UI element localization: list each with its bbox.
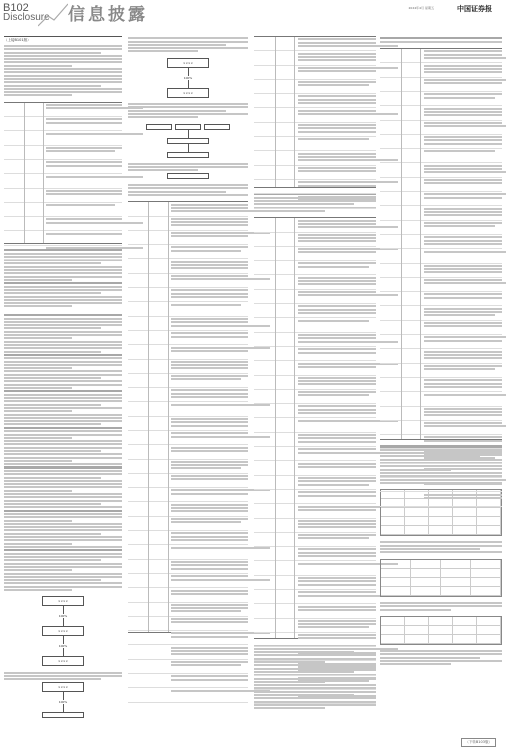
text-line bbox=[4, 539, 122, 541]
text-line bbox=[4, 331, 122, 333]
text-line bbox=[128, 194, 248, 196]
text-line bbox=[4, 374, 122, 376]
text-line bbox=[128, 44, 226, 46]
text-line bbox=[128, 50, 198, 52]
text-line bbox=[4, 559, 101, 561]
continued-note: （上接B101版） bbox=[4, 36, 122, 43]
text-line bbox=[380, 657, 480, 659]
text-line bbox=[4, 573, 122, 575]
text-line bbox=[4, 430, 122, 432]
text-line bbox=[4, 380, 122, 382]
text-line bbox=[4, 576, 122, 578]
data-table bbox=[4, 102, 122, 244]
text-line bbox=[4, 296, 122, 298]
text-line bbox=[4, 384, 122, 386]
text-line bbox=[128, 47, 248, 49]
text-line bbox=[380, 605, 502, 607]
text-line bbox=[4, 486, 122, 488]
text-line bbox=[4, 582, 122, 584]
text-line bbox=[4, 370, 122, 372]
column-4 bbox=[380, 36, 502, 742]
flow-box bbox=[42, 712, 84, 718]
text-line bbox=[4, 453, 122, 455]
text-line bbox=[254, 210, 325, 212]
data-table bbox=[128, 201, 248, 633]
text-line bbox=[4, 543, 72, 545]
text-line bbox=[380, 548, 480, 550]
text-line bbox=[4, 434, 122, 436]
text-line bbox=[4, 357, 122, 359]
column-1 bbox=[4, 36, 122, 742]
text-line bbox=[4, 480, 122, 482]
text-line bbox=[128, 103, 248, 105]
text-line bbox=[4, 75, 122, 77]
text-line bbox=[4, 289, 122, 291]
text-line bbox=[4, 282, 122, 284]
text-line bbox=[4, 354, 122, 356]
flow-box: ×××× bbox=[167, 88, 209, 98]
text-line bbox=[4, 397, 122, 399]
text-line bbox=[128, 187, 248, 189]
flow-box: ×××× bbox=[42, 656, 84, 666]
text-line bbox=[4, 414, 122, 416]
flow-percent: 100% bbox=[183, 75, 193, 80]
text-line bbox=[4, 549, 122, 551]
text-line bbox=[4, 566, 122, 568]
text-line bbox=[4, 457, 122, 459]
text-line bbox=[4, 463, 122, 465]
text-line bbox=[4, 91, 122, 93]
text-line bbox=[4, 314, 122, 316]
data-table bbox=[254, 217, 376, 639]
text-line bbox=[4, 85, 101, 87]
text-line bbox=[4, 361, 122, 363]
text-line bbox=[380, 541, 502, 543]
text-line bbox=[4, 299, 122, 301]
data-table bbox=[254, 36, 376, 188]
text-line bbox=[380, 545, 502, 547]
section-title-en: Disclosure bbox=[3, 12, 50, 23]
text-line bbox=[4, 496, 122, 498]
text-line bbox=[4, 390, 122, 392]
text-line bbox=[4, 404, 101, 406]
text-line bbox=[4, 440, 122, 442]
text-line bbox=[4, 48, 122, 50]
newspaper-logo: 中国证券报 bbox=[457, 4, 492, 13]
text-line bbox=[4, 520, 72, 522]
text-line bbox=[380, 551, 502, 553]
text-line bbox=[4, 536, 122, 538]
text-line bbox=[4, 276, 122, 278]
flow-box: ×××× bbox=[42, 626, 84, 636]
data-table bbox=[380, 48, 502, 440]
text-line bbox=[4, 556, 122, 558]
text-line bbox=[4, 394, 122, 396]
summary-grid bbox=[380, 616, 502, 645]
text-line bbox=[4, 65, 72, 67]
page-header bbox=[0, 0, 506, 30]
text-line bbox=[380, 663, 451, 665]
text-line bbox=[4, 503, 101, 505]
text-line bbox=[128, 41, 248, 43]
text-line bbox=[254, 707, 325, 709]
flow-percent: 100% bbox=[58, 644, 68, 649]
text-line bbox=[128, 106, 248, 108]
text-line bbox=[4, 302, 122, 304]
text-line bbox=[4, 272, 122, 274]
text-line bbox=[4, 579, 101, 581]
text-line bbox=[4, 266, 122, 268]
text-line bbox=[380, 653, 502, 655]
text-line bbox=[128, 184, 248, 186]
text-line bbox=[4, 321, 122, 323]
summary-grid bbox=[380, 559, 502, 597]
text-line bbox=[4, 318, 122, 320]
text-line bbox=[4, 400, 122, 402]
text-line bbox=[4, 443, 122, 445]
flow-box bbox=[175, 124, 201, 130]
text-line bbox=[4, 351, 101, 353]
text-line bbox=[4, 586, 122, 588]
date-line: 2024年4月 星期五 bbox=[408, 6, 434, 10]
text-line bbox=[4, 327, 101, 329]
text-line bbox=[4, 262, 101, 264]
text-line bbox=[4, 490, 72, 492]
column-2 bbox=[128, 36, 248, 742]
flow-box bbox=[146, 124, 172, 130]
text-line bbox=[128, 166, 248, 168]
text-line bbox=[4, 589, 72, 591]
text-line bbox=[4, 286, 122, 288]
text-line bbox=[4, 506, 122, 508]
text-line bbox=[128, 163, 248, 165]
flow-percent: 100% bbox=[58, 614, 68, 619]
text-line bbox=[4, 483, 122, 485]
text-line bbox=[4, 52, 101, 54]
text-line bbox=[4, 407, 122, 409]
text-line bbox=[4, 563, 122, 565]
text-line bbox=[4, 377, 101, 379]
text-line bbox=[4, 523, 122, 525]
text-line bbox=[128, 37, 248, 39]
page-number: B102 bbox=[3, 2, 29, 14]
flow-box: ×××× bbox=[42, 596, 84, 606]
text-line bbox=[4, 427, 122, 429]
text-line bbox=[4, 678, 101, 680]
flow-percent: 100% bbox=[58, 699, 68, 704]
text-line bbox=[380, 660, 502, 662]
continued-footer: （下转B103版） bbox=[461, 738, 496, 747]
text-line bbox=[4, 466, 122, 468]
text-line bbox=[380, 650, 502, 652]
text-line bbox=[4, 410, 72, 412]
text-line bbox=[4, 553, 122, 555]
text-line bbox=[4, 675, 122, 677]
text-line bbox=[4, 324, 122, 326]
text-line bbox=[4, 513, 122, 515]
text-line bbox=[4, 78, 122, 80]
text-line bbox=[4, 55, 122, 57]
text-line bbox=[128, 116, 198, 118]
text-line bbox=[4, 447, 122, 449]
text-line bbox=[4, 71, 122, 73]
text-line bbox=[4, 344, 122, 346]
text-line bbox=[128, 169, 198, 171]
text-line bbox=[4, 387, 72, 389]
text-line bbox=[4, 470, 122, 472]
text-line bbox=[4, 516, 122, 518]
flow-box: ×××× bbox=[167, 58, 209, 68]
text-line bbox=[380, 609, 451, 611]
text-line bbox=[4, 450, 101, 452]
text-line bbox=[4, 61, 122, 63]
flow-box bbox=[204, 124, 230, 130]
text-line bbox=[4, 500, 122, 502]
section-title-cn: 信息披露 bbox=[68, 5, 148, 25]
text-line bbox=[4, 510, 122, 512]
text-line bbox=[4, 529, 122, 531]
column-3 bbox=[254, 36, 376, 742]
text-line bbox=[4, 460, 72, 462]
text-line bbox=[128, 191, 226, 193]
flowchart-a bbox=[128, 58, 248, 179]
text-line bbox=[4, 68, 122, 70]
text-line bbox=[4, 493, 122, 495]
text-line bbox=[4, 672, 122, 674]
flowchart-b bbox=[4, 596, 122, 717]
text-line bbox=[380, 41, 502, 43]
text-line bbox=[380, 37, 502, 39]
text-line bbox=[380, 602, 502, 604]
swoosh-icon bbox=[38, 2, 68, 28]
text-line bbox=[4, 423, 101, 425]
text-line bbox=[4, 347, 122, 349]
text-line bbox=[4, 337, 72, 339]
text-line bbox=[4, 546, 122, 548]
text-line bbox=[4, 420, 122, 422]
text-line bbox=[4, 305, 72, 307]
text-line bbox=[4, 569, 72, 571]
text-line bbox=[4, 526, 122, 528]
flow-box: ×××× bbox=[42, 682, 84, 692]
text-line bbox=[4, 477, 101, 479]
text-line bbox=[128, 110, 226, 112]
text-line bbox=[4, 279, 72, 281]
text-line bbox=[4, 81, 122, 83]
text-line bbox=[4, 364, 122, 366]
text-line bbox=[4, 58, 122, 60]
text-line bbox=[4, 334, 122, 336]
text-line bbox=[4, 473, 122, 475]
text-line bbox=[4, 269, 122, 271]
text-line bbox=[4, 292, 101, 294]
text-line bbox=[4, 45, 122, 47]
text-line bbox=[128, 113, 248, 115]
text-line bbox=[4, 437, 72, 439]
text-line bbox=[4, 367, 72, 369]
text-line bbox=[4, 533, 101, 535]
text-line bbox=[4, 88, 122, 90]
text-line bbox=[4, 417, 122, 419]
text-line bbox=[4, 94, 72, 96]
text-line bbox=[4, 341, 122, 343]
